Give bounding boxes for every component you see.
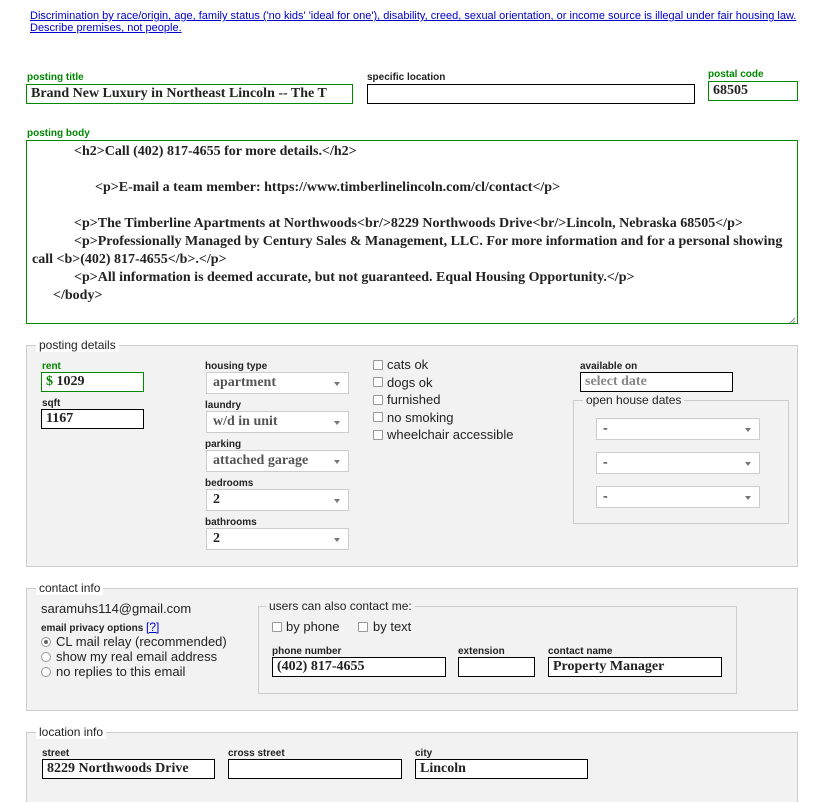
available-on-placeholder: select date: [585, 374, 647, 389]
parking-label: parking: [205, 439, 242, 450]
sqft-label: sqft: [42, 398, 61, 409]
furnished-checkbox[interactable]: [373, 395, 383, 405]
by-text-label: by text: [373, 619, 412, 634]
housing-type-select[interactable]: [206, 372, 349, 394]
no-smoking-label: no smoking: [387, 410, 454, 425]
posting-body-label: posting body: [27, 128, 90, 139]
users-can-contact-legend: users can also contact me:: [266, 599, 415, 613]
bedrooms-label: bedrooms: [205, 478, 254, 489]
dogs-ok-label: dogs ok: [387, 375, 433, 390]
by-phone-label: by phone: [286, 619, 340, 634]
cross-street-label: cross street: [228, 748, 285, 759]
open-house-date-3-select[interactable]: [596, 486, 760, 508]
rent-label: rent: [42, 361, 61, 372]
rent-input[interactable]: [41, 372, 144, 392]
posting-body-line: <p>All information is deemed accurate, but not guaranteed. Equal Housing Opportunity.</p>: [32, 270, 635, 285]
open-house-date-1-select[interactable]: [596, 418, 760, 440]
extension-label: extension: [458, 646, 505, 657]
chevron-down-icon: [334, 460, 340, 464]
phone-number-label: phone number: [272, 646, 342, 657]
posting-body-line: [32, 197, 792, 215]
bedrooms-select[interactable]: [206, 489, 349, 511]
specific-location-input[interactable]: [367, 84, 695, 104]
privacy-help-link[interactable]: [?]: [146, 620, 160, 634]
wheelchair-accessible-label: wheelchair accessible: [387, 427, 514, 442]
posting-details-legend: posting details: [36, 338, 119, 352]
chevron-down-icon: [745, 462, 751, 466]
resize-grip-icon[interactable]: [787, 313, 795, 321]
currency-symbol: $: [46, 374, 53, 389]
posting-title-label: posting title: [27, 72, 84, 83]
no-smoking-checkbox[interactable]: [373, 412, 383, 422]
rent-value: 1029: [56, 374, 85, 389]
posting-body-line: <p>E-mail a team member: https://www.timberlinelincoln.com/cl/contact</p>: [32, 180, 561, 195]
cats-ok-label: cats ok: [387, 357, 429, 372]
sqft-input[interactable]: 1167: [41, 409, 144, 429]
open-house-date-2-select[interactable]: [596, 452, 760, 474]
no-replies-label: no replies to this email: [56, 664, 186, 679]
chevron-down-icon: [334, 382, 340, 386]
contact-name-input[interactable]: Property Manager: [548, 657, 722, 677]
housing-type-value: apartment: [213, 375, 276, 390]
street-label: street: [42, 748, 70, 759]
chevron-down-icon: [334, 538, 340, 542]
bathrooms-select[interactable]: [206, 528, 349, 550]
cats-ok-checkbox[interactable]: [373, 360, 383, 370]
city-label: city: [415, 748, 433, 759]
housing-type-label: housing type: [205, 361, 268, 372]
phone-number-input[interactable]: (402) 817-4655: [272, 657, 446, 677]
laundry-label: laundry: [205, 400, 242, 411]
parking-value: attached garage: [213, 453, 309, 468]
bathrooms-value: 2: [213, 531, 220, 546]
fair-housing-notice[interactable]: Discrimination by race/origin, age, family status ('no kids' 'ideal for one'), disability, creed, sexual orientation, or income source is illegal under fair housing law. Describe premises, not people.: [30, 10, 797, 34]
no-replies-radio[interactable]: [41, 667, 51, 677]
parking-select[interactable]: [206, 450, 349, 472]
extension-input[interactable]: [458, 657, 535, 677]
chevron-down-icon: [745, 428, 751, 432]
cross-street-input[interactable]: [228, 759, 402, 779]
street-input[interactable]: 8229 Northwoods Drive: [42, 759, 215, 779]
email-privacy-label: email privacy options: [41, 623, 144, 634]
open-house-date-2-value: -: [603, 455, 608, 470]
posting-body-line: <h2>Call (402) 817-4655 for more details.</h2>: [32, 144, 357, 159]
by-text-checkbox[interactable]: [358, 622, 368, 632]
cl-mail-relay-label: CL mail relay (recommended): [56, 634, 227, 649]
chevron-down-icon: [334, 421, 340, 425]
open-house-date-1-value: -: [603, 421, 608, 436]
postal-code-label: postal code: [708, 69, 764, 80]
open-house-legend: open house dates: [583, 393, 684, 407]
posting-body-line: </body>: [32, 288, 103, 303]
city-input[interactable]: Lincoln: [415, 759, 588, 779]
specific-location-label: specific location: [367, 72, 446, 83]
bathrooms-label: bathrooms: [205, 517, 257, 528]
open-house-date-3-value: -: [603, 489, 608, 504]
available-on-label: available on: [580, 361, 638, 372]
furnished-label: furnished: [387, 392, 441, 407]
contact-info-legend: contact info: [36, 581, 103, 595]
bedrooms-value: 2: [213, 492, 220, 507]
show-real-email-label: show my real email address: [56, 649, 218, 664]
available-on-input[interactable]: [580, 372, 733, 392]
contact-name-label: contact name: [548, 646, 613, 657]
chevron-down-icon: [334, 499, 340, 503]
chevron-down-icon: [745, 496, 751, 500]
laundry-select[interactable]: [206, 411, 349, 433]
email-privacy-heading: [41, 620, 159, 634]
location-info-legend: location info: [36, 725, 106, 739]
posting-body-textarea[interactable]: [26, 140, 798, 324]
wheelchair-accessible-checkbox[interactable]: [373, 430, 383, 440]
show-real-email-radio[interactable]: [41, 652, 51, 662]
dogs-ok-checkbox[interactable]: [373, 377, 383, 387]
posting-body-line: <p>The Timberline Apartments at Northwoods<br/>8229 Northwoods Drive<br/>Lincoln, Nebraska 68505</p>: [32, 216, 743, 231]
laundry-value: w/d in unit: [213, 414, 278, 429]
posting-body-line: [32, 161, 792, 179]
posting-body-line: <p>Professionally Managed by Century Sales & Management, LLC. For more information and for a personal showing call <b>(402) 817-4655</b>.</p>: [32, 234, 786, 267]
by-phone-checkbox[interactable]: [272, 622, 282, 632]
postal-code-input[interactable]: 68505: [708, 81, 798, 101]
cl-mail-relay-radio[interactable]: [41, 637, 51, 647]
posting-title-input[interactable]: Brand New Luxury in Northeast Lincoln -- The T: [26, 84, 353, 104]
contact-email: saramuhs114@gmail.com: [41, 601, 192, 616]
